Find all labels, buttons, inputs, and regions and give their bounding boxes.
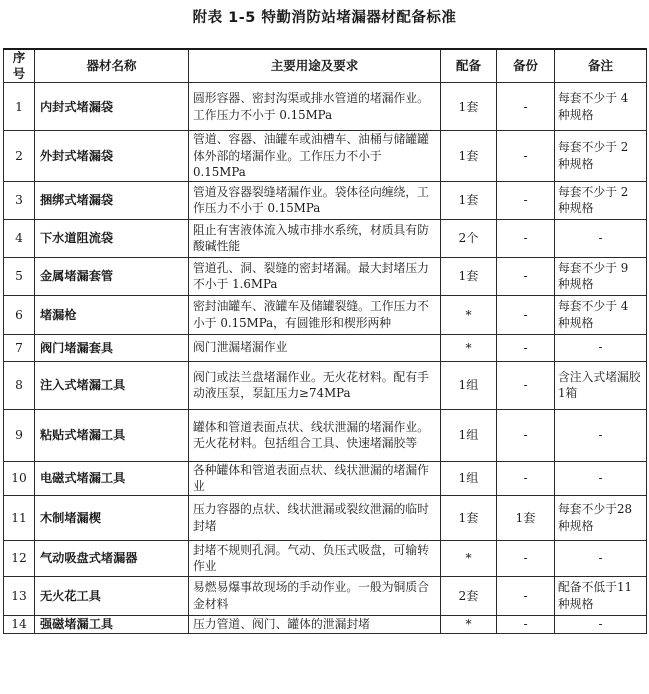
cell-config: 1套: [441, 257, 497, 295]
cell-use: 密封油罐车、液罐车及储罐裂缝。工作压力不小于 0.15MPa，有圆锥形和楔形两种: [189, 295, 441, 334]
cell-backup: -: [497, 576, 555, 615]
cell-no: 9: [4, 409, 35, 461]
cell-use: 管道、容器、油罐车或油槽车、油桶与储罐罐体外部的堵漏作业。工作压力不小于 0.15MPa: [189, 131, 441, 182]
header-row: [4, 49, 647, 83]
header-note: 备注: [555, 49, 647, 83]
cell-name: 电磁式堵漏工具: [35, 461, 189, 495]
cell-no: 10: [4, 461, 35, 495]
table-row: [4, 295, 647, 334]
cell-note: -: [555, 219, 647, 257]
table-row: [4, 83, 647, 131]
table-row: [4, 540, 647, 576]
cell-note: -: [555, 615, 647, 633]
table-row: [4, 131, 647, 182]
cell-no: 8: [4, 361, 35, 409]
cell-backup: -: [497, 295, 555, 334]
cell-use: 管道孔、洞、裂缝的密封堵漏。最大封堵压力不小于 1.6MPa: [189, 257, 441, 295]
cell-note: -: [555, 409, 647, 461]
cell-note: 每套不少于 4 种规格: [555, 295, 647, 334]
cell-note: -: [555, 461, 647, 495]
cell-note: 每套不少于 9 种规格: [555, 257, 647, 295]
table-row: [4, 219, 647, 257]
table-row: [4, 461, 647, 495]
cell-config: *: [441, 615, 497, 633]
cell-backup: -: [497, 257, 555, 295]
cell-name: 气动吸盘式堵漏器: [35, 540, 189, 576]
cell-backup: -: [497, 540, 555, 576]
cell-config: *: [441, 295, 497, 334]
cell-no: 6: [4, 295, 35, 334]
cell-backup: -: [497, 409, 555, 461]
cell-name: 注入式堵漏工具: [35, 361, 189, 409]
table-row: [4, 495, 647, 540]
cell-use: 罐体和管道表面点状、线状泄漏的堵漏作业。无火花材料。包括组合工具、快速堵漏胶等: [189, 409, 441, 461]
cell-config: *: [441, 334, 497, 361]
cell-config: 1组: [441, 461, 497, 495]
cell-no: 13: [4, 576, 35, 615]
cell-backup: -: [497, 181, 555, 219]
cell-name: 内封式堵漏袋: [35, 83, 189, 131]
cell-config: 1套: [441, 495, 497, 540]
cell-backup: -: [497, 361, 555, 409]
cell-name: 金属堵漏套管: [35, 257, 189, 295]
cell-backup: 1套: [497, 495, 555, 540]
table-row: [4, 409, 647, 461]
table-row: [4, 615, 647, 633]
table-row: [4, 181, 647, 219]
cell-use: 压力容器的点状、线状泄漏或裂纹泄漏的临时封堵: [189, 495, 441, 540]
cell-name: 下水道阻流袋: [35, 219, 189, 257]
header-use: 主要用途及要求: [189, 49, 441, 83]
cell-no: 3: [4, 181, 35, 219]
cell-use: 圆形容器、密封沟渠或排水管道的堵漏作业。工作压力不小于 0.15MPa: [189, 83, 441, 131]
cell-use: 阀门或法兰盘堵漏作业。无火花材料。配有手动液压泵，泵缸压力≥74MPa: [189, 361, 441, 409]
header-config: 配备: [441, 49, 497, 83]
cell-config: 1套: [441, 181, 497, 219]
cell-config: 1套: [441, 131, 497, 182]
cell-note: 每套不少于 2 种规格: [555, 131, 647, 182]
cell-use: 管道及容器裂缝堵漏作业。袋体径向缠绕，工作压力不小于 0.15MPa: [189, 181, 441, 219]
cell-config: 2个: [441, 219, 497, 257]
cell-backup: -: [497, 334, 555, 361]
cell-use: 各种罐体和管道表面点状、线状泄漏的堵漏作业: [189, 461, 441, 495]
cell-name: 外封式堵漏袋: [35, 131, 189, 182]
equipment-table: [3, 48, 647, 634]
cell-note: -: [555, 334, 647, 361]
cell-use: 易燃易爆事故现场的手动作业。一般为铜质合金材料: [189, 576, 441, 615]
header-name: 器材名称: [35, 49, 189, 83]
cell-no: 11: [4, 495, 35, 540]
cell-config: 1组: [441, 361, 497, 409]
cell-no: 5: [4, 257, 35, 295]
cell-name: 阀门堵漏套具: [35, 334, 189, 361]
cell-no: 7: [4, 334, 35, 361]
cell-use: 阀门泄漏堵漏作业: [189, 334, 441, 361]
cell-backup: -: [497, 219, 555, 257]
cell-config: 2套: [441, 576, 497, 615]
cell-name: 粘贴式堵漏工具: [35, 409, 189, 461]
cell-note: 每套不少于 2 种规格: [555, 181, 647, 219]
cell-name: 捆绑式堵漏袋: [35, 181, 189, 219]
cell-backup: -: [497, 83, 555, 131]
cell-backup: -: [497, 461, 555, 495]
cell-use: 阻止有害液体流入城市排水系统，材质具有防酸碱性能: [189, 219, 441, 257]
header-no: 序号: [4, 49, 35, 83]
cell-note: 每套不少于28种规格: [555, 495, 647, 540]
cell-config: *: [441, 540, 497, 576]
cell-no: 12: [4, 540, 35, 576]
cell-no: 2: [4, 131, 35, 182]
table-row: [4, 257, 647, 295]
cell-note: 含注入式堵漏胶 1箱: [555, 361, 647, 409]
cell-no: 14: [4, 615, 35, 633]
cell-name: 堵漏枪: [35, 295, 189, 334]
cell-config: 1组: [441, 409, 497, 461]
cell-name: 木制堵漏楔: [35, 495, 189, 540]
cell-note: -: [555, 540, 647, 576]
table-row: [4, 361, 647, 409]
table-row: [4, 334, 647, 361]
cell-name: 强磁堵漏工具: [35, 615, 189, 633]
cell-backup: -: [497, 615, 555, 633]
table-row: [4, 576, 647, 615]
cell-config: 1套: [441, 83, 497, 131]
cell-note: 配备不低于11种规格: [555, 576, 647, 615]
cell-no: 1: [4, 83, 35, 131]
cell-backup: -: [497, 131, 555, 182]
cell-name: 无火花工具: [35, 576, 189, 615]
cell-use: 压力管道、阀门、罐体的泄漏封堵: [189, 615, 441, 633]
cell-no: 4: [4, 219, 35, 257]
cell-note: 每套不少于 4 种规格: [555, 83, 647, 131]
header-backup: 备份: [497, 49, 555, 83]
cell-use: 封堵不规则孔洞。气动、负压式吸盘，可输转作业: [189, 540, 441, 576]
table-title: 附表 1-5 特勤消防站堵漏器材配备标准: [192, 10, 457, 26]
